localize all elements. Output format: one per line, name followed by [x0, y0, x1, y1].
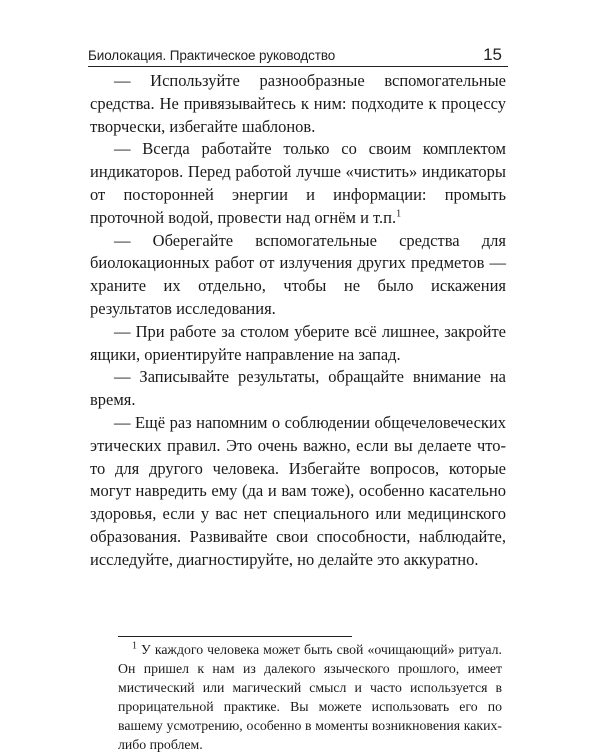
paragraph: — Оберегайте вспомогательные средства для биолокационных работ от излучения других предметов — храните их отдельно, чтобы не было искажения результатов исследования.	[90, 230, 506, 318]
footnote-text: У каждого человека может быть свой «очищающий» ритуал. Он пришел к нам из далекого языческого прошлого, имеет мистический или магический смысл и часто используется в прорицательной практике. Вы можете использовать его по вашему усмотрению, особенно в моменты возникновения каких-либо проблем.	[118, 642, 502, 752]
paragraph: — Записывайте результаты, обращайте внимание на время.	[90, 367, 506, 410]
paragraph: — Используйте разнообразные вспомогательные средства. Не привязывайтесь к ним: подходите к процессу творчески, избегайте шаблонов.	[90, 71, 506, 136]
footnote-divider	[118, 636, 352, 637]
paragraph: — Ещё раз напомним о соблюдении общечеловеческих этических правил. Это очень важно, если вы делаете что-то для другого человека. Избегайте вопросов, которые могут навредить ему (да и вам тоже), особенно касательно здоровья, если у вас нет специального или медицинского образования. Развивайте свои способности, наблюдайте, исследуйте, диагностируйте, но делайте это аккуратно.	[90, 412, 506, 569]
footnote-marker: 1	[132, 640, 137, 652]
footnote-paragraph	[118, 640, 502, 754]
footnote-reference: 1	[396, 208, 402, 220]
running-header	[88, 42, 508, 67]
running-title: Биолокация. Практическое руководство	[88, 48, 336, 63]
paragraph-with-footnote	[90, 138, 506, 229]
footnote	[118, 640, 502, 754]
paragraph: — При работе за столом уберите всё лишнее, закройте ящики, ориентируйте направление на запад.	[90, 321, 506, 364]
body-text	[90, 70, 506, 572]
page-number: 15	[483, 45, 502, 64]
paragraph-text: — Всегда работайте только со своим комплектом индикаторов. Перед работой лучше «чистить» индикаторы от посторонней энергии и информации: промыть проточной водой, провести над огнём и т.п.	[90, 139, 506, 227]
